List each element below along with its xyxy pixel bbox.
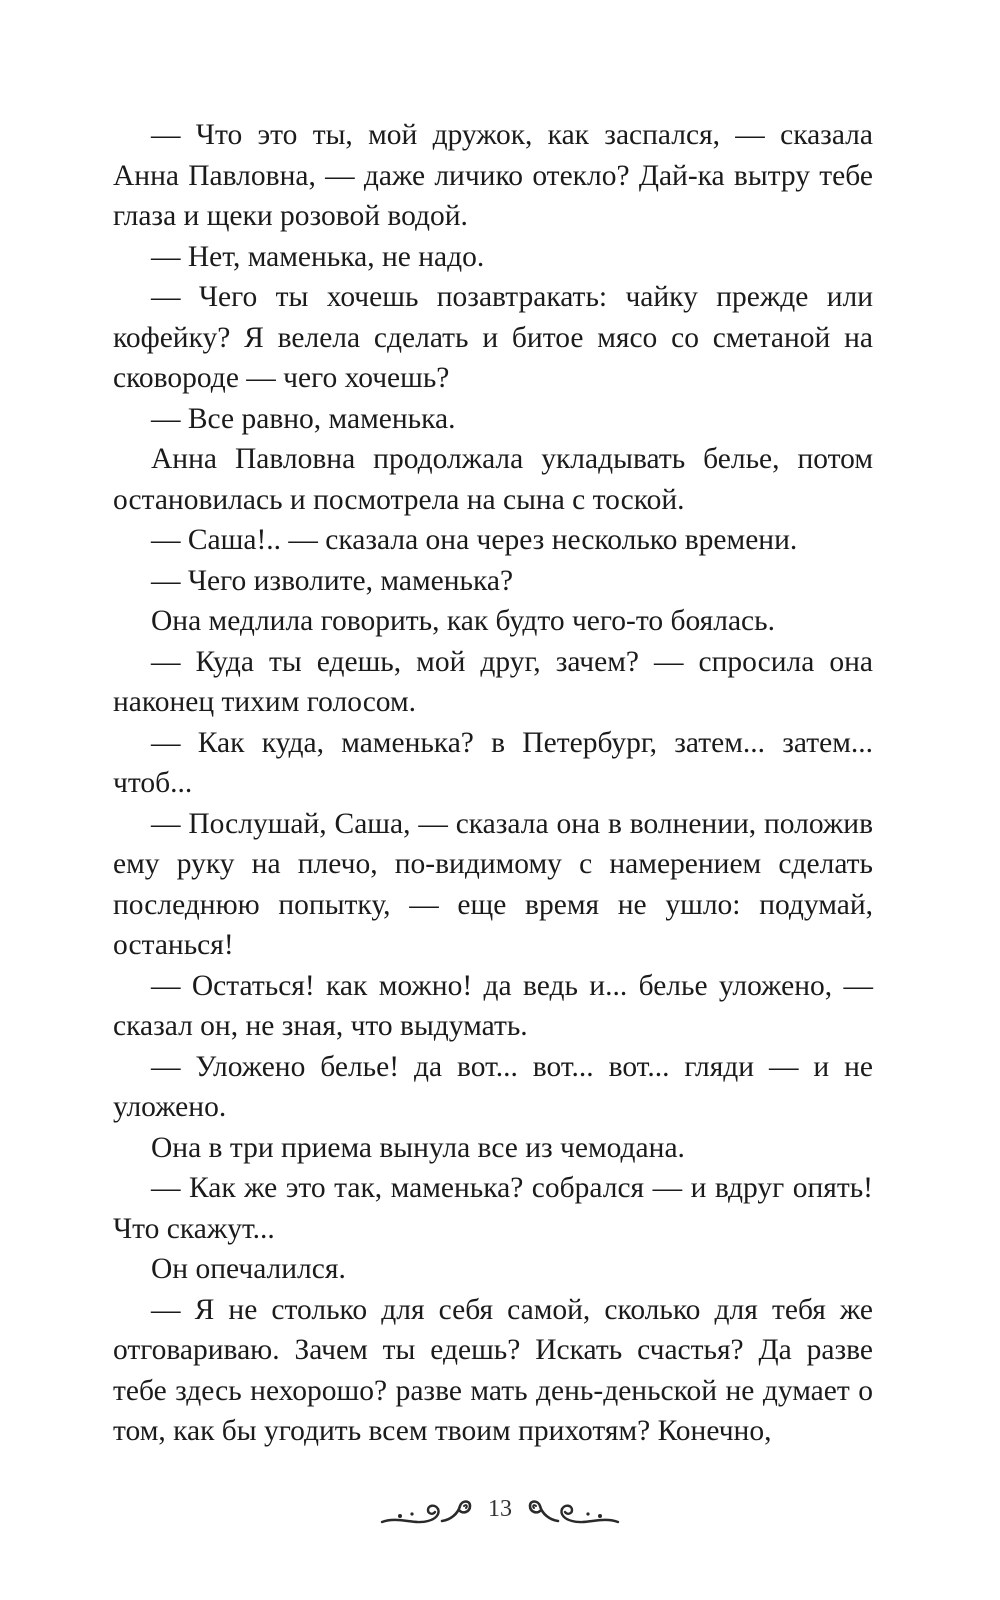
paragraph: Она медлила говорить, как будто чего-то боялась. bbox=[151, 605, 775, 637]
flourish-right-icon bbox=[522, 1494, 622, 1532]
paragraph: — Я не столько для себя самой, сколько для тебя же отговариваю. Зачем ты едешь? Искать счастья? Да разве тебе здесь нехорошо? разве мать день-деньской не думает о том, как бы угодить всем твоим прихотям? Конечно, bbox=[113, 1293, 873, 1447]
page-number: 13 bbox=[488, 1496, 512, 1522]
paragraph: — Послушай, Саша, — сказала она в волнении, положив ему руку на плечо, по-видимому с намерением сделать последнюю попытку, — еще время не ушло: подумай, останься! bbox=[113, 807, 873, 961]
page-footer bbox=[0, 1488, 1000, 1538]
paragraph: — Куда ты едешь, мой друг, зачем? — спросила она наконец тихим голосом. bbox=[113, 645, 873, 718]
paragraph: — Нет, маменька, не надо. bbox=[151, 240, 485, 273]
paragraph: — Все равно, маменька. bbox=[151, 402, 456, 435]
paragraph: — Саша!.. — сказала она через несколько времени. bbox=[151, 524, 798, 556]
flourish-left-icon bbox=[378, 1494, 478, 1532]
paragraph: Анна Павловна продолжала укладывать белье, потом остановилась и посмотрела на сына с тоской. bbox=[113, 443, 873, 516]
paragraph: — Остаться! как можно! да ведь и... белье уложено, — сказал он, не зная, что выдумать. bbox=[113, 969, 873, 1042]
body-text bbox=[113, 115, 873, 1452]
paragraph: — Чего изволите, маменька? bbox=[151, 564, 514, 597]
paragraph: Она в три приема вынула все из чемодана. bbox=[151, 1131, 685, 1164]
paragraph: — Что это ты, мой дружок, как заспался, — сказала Анна Павловна, — даже личико отекло? Дай-ка вытру тебе глаза и щеки розовой водой. bbox=[113, 119, 873, 232]
paragraph: — Как же это так, маменька? собрался — и вдруг опять! Что скажут... bbox=[113, 1172, 873, 1245]
paragraph: Он опечалился. bbox=[151, 1253, 346, 1285]
paragraph: — Чего ты хочешь позавтракать: чайку прежде или кофейку? Я велела сделать и битое мясо со сметаной на сковороде — чего хочешь? bbox=[113, 281, 873, 394]
paragraph: — Как куда, маменька? в Петербург, затем... затем... чтоб... bbox=[113, 726, 873, 799]
paragraph: — Уложено белье! да вот... вот... вот... гляди — и не уложено. bbox=[113, 1050, 873, 1123]
